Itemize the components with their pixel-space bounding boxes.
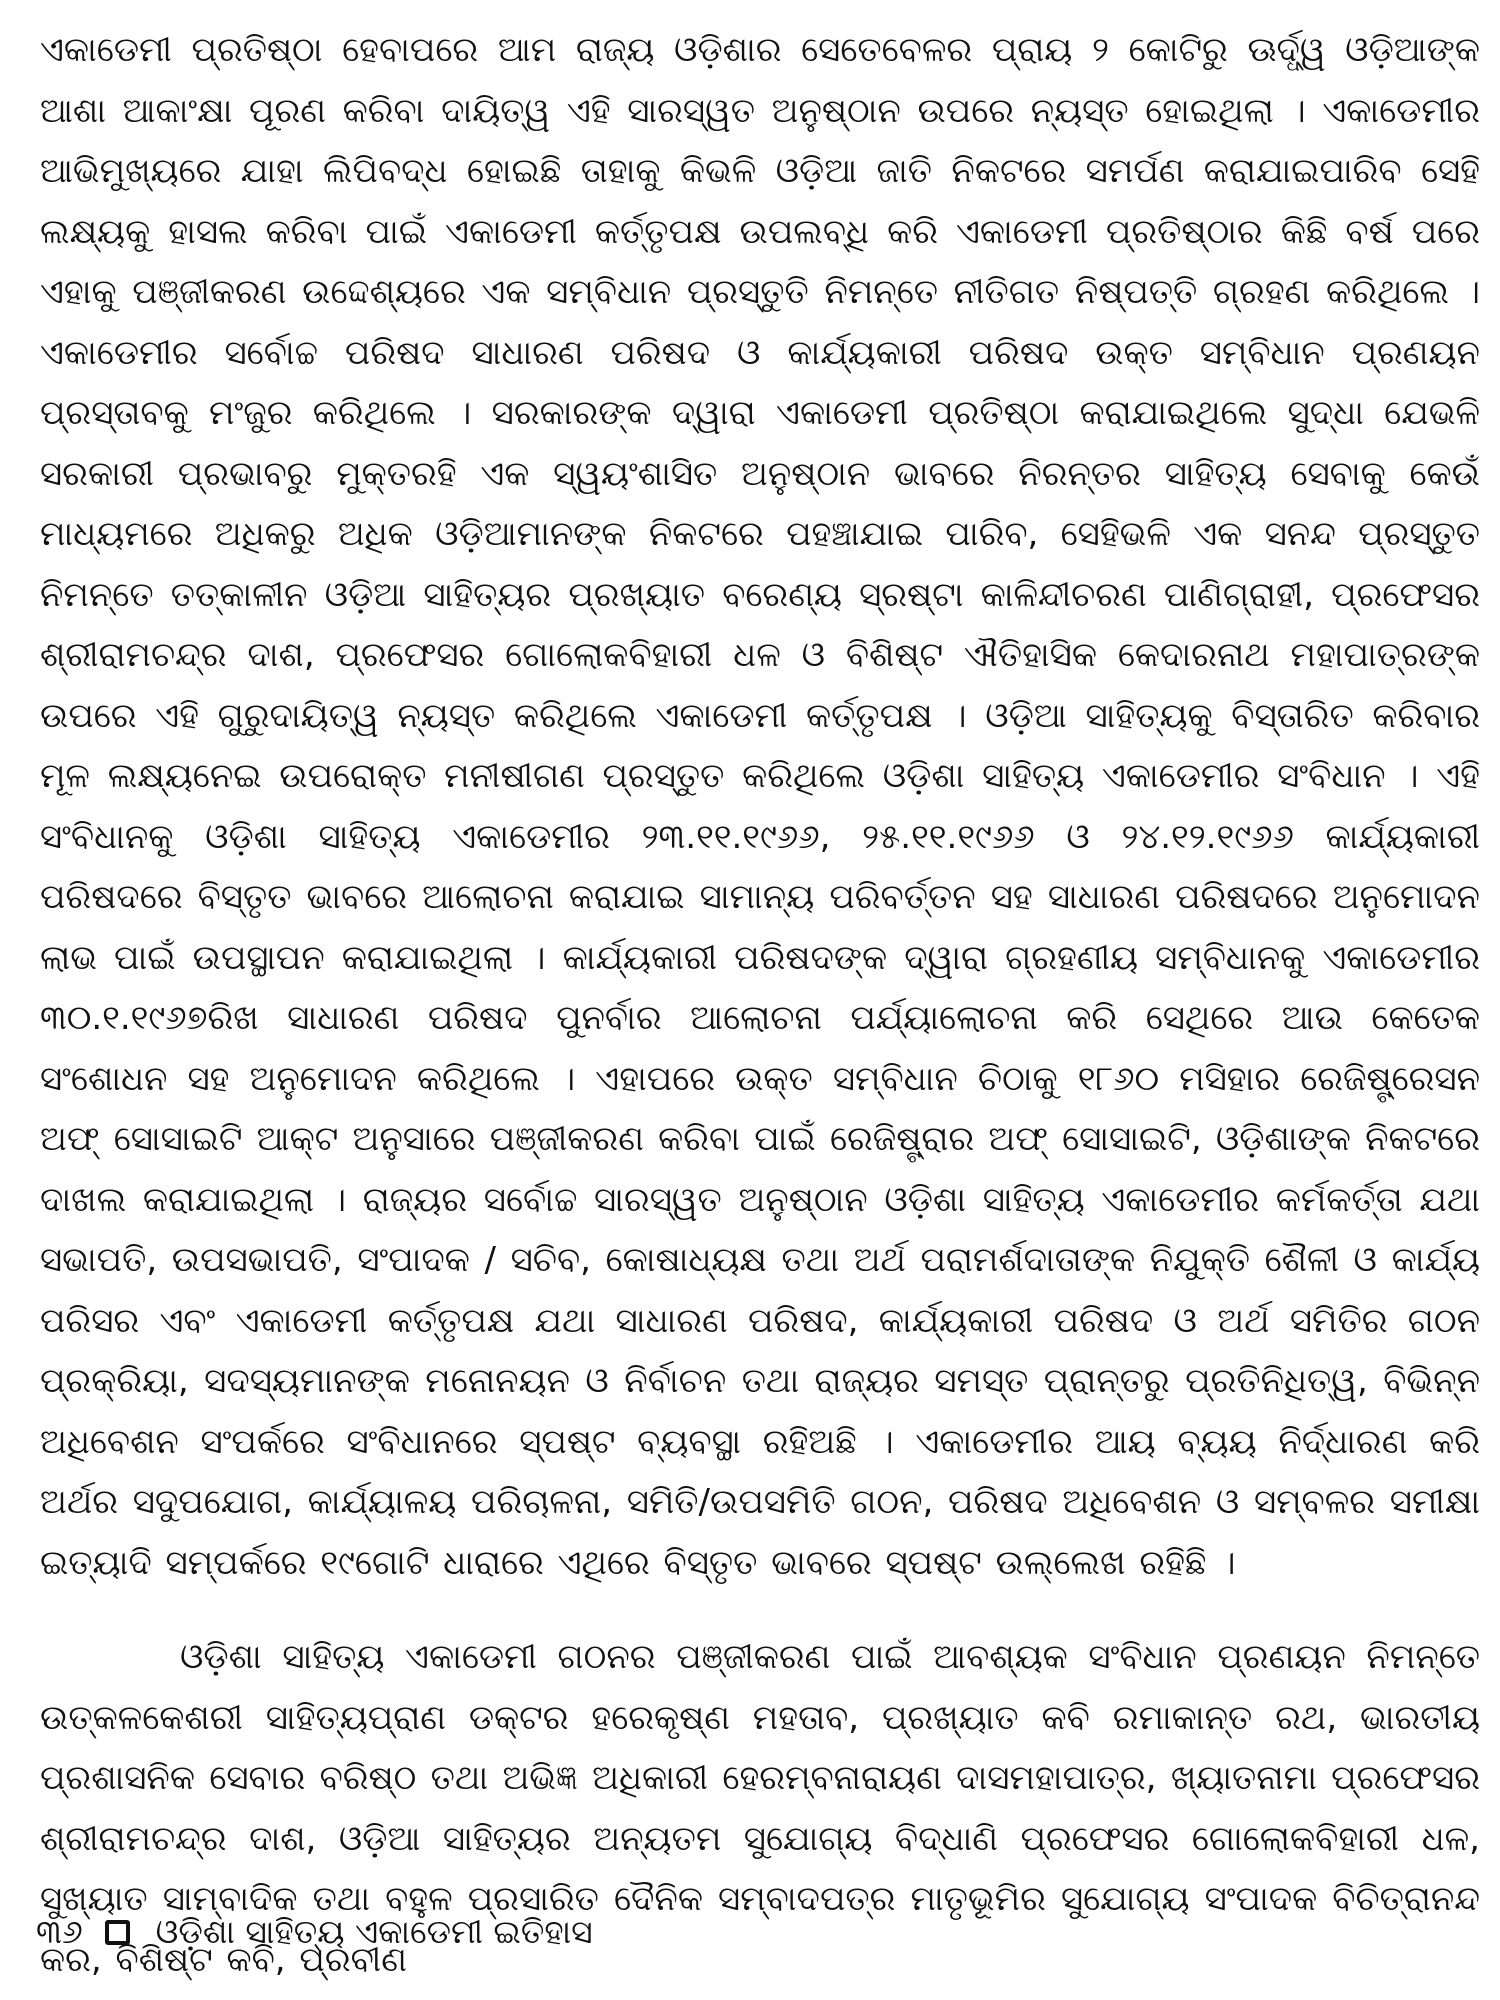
square-box-icon (105, 1920, 130, 1945)
body-paragraph-1: ଏକାଡେମୀ ପ୍ରତିଷ୍ଠା ହେବାପରେ ଆମ ରାଜ୍ୟ ଓଡ଼ିଶାର ସେତେବେଳର ପ୍ରାୟ ୨ କୋଟିରୁ ଊର୍ଦ୍ଧ୍ୱ ଓଡ଼ିଆଙ୍କ ଆଶା ଆକାଂକ୍ଷା ପୂରଣ କରିବା ଦାୟିତ୍ୱ ଏହି ସାରସ୍ୱତ ଅନୁଷ୍ଠାନ ଉପରେ ନ୍ୟସ୍ତ ହୋଇଥିଲା । ଏକାଡେମୀର ଆଭିମୁଖ୍ୟରେ ଯାହା ଲିପିବଦ୍ଧ ହୋଇଛି ତାହାକୁ କିଭଳି ଓଡ଼ିଆ ଜାତି ନିକଟରେ ସମର୍ପଣ କରାଯାଇପାରିବ ସେହି ଲକ୍ଷ୍ୟକୁ ହାସଲ କରିବା ପାଇଁ ଏକାଡେମୀ କର୍ତ୍ତୃପକ୍ଷ ଉପଲବ୍ଧି କରି ଏକାଡେମୀ ପ୍ରତିଷ୍ଠାର କିଛି ବର୍ଷ ପରେ ଏହାକୁ ପଞ୍ଜୀକରଣ ଉଦ୍ଦେଶ୍ୟରେ ଏକ ସମ୍ବିଧାନ ପ୍ରସ୍ତୁତି ନିମନ୍ତେ ନୀତିଗତ ନିଷ୍ପତ୍ତି ଗ୍ରହଣ କରିଥିଲେ । ଏକାଡେମୀର ସର୍ବୋଚ୍ଚ ପରିଷଦ ସାଧାରଣ ପରିଷଦ ଓ କାର୍ଯ୍ୟକାରୀ ପରିଷଦ ଉକ୍ତ ସମ୍ବିଧାନ ପ୍ରଣୟନ ପ୍ରସ୍ତାବକୁ ମଂଜୁର କରିଥିଲେ । ସରକାରଙ୍କ ଦ୍ୱାରା ଏକାଡେମୀ ପ୍ରତିଷ୍ଠା କରାଯାଇଥିଲେ ସୁଦ୍ଧା ଯେଭଳି ସରକାରୀ ପ୍ରଭାବରୁ ମୁକ୍ତରହି ଏକ ସ୍ୱୟଂଶାସିତ ଅନୁଷ୍ଠାନ ଭାବରେ ନିରନ୍ତର ସାହିତ୍ୟ ସେବାକୁ କେଉଁ ମାଧ୍ୟମରେ ଅଧିକରୁ ଅଧିକ ଓଡ଼ିଆମାନଙ୍କ ନିକଟରେ ପହଞ୍ଚାଯାଇ ପାରିବ, ସେହିଭଳି ଏକ ସନନ୍ଦ ପ୍ରସ୍ତୁତ ନିମନ୍ତେ ତତ୍କାଳୀନ ଓଡ଼ିଆ ସାହିତ୍ୟର ପ୍ରଖ୍ୟାତ ବରେଣ୍ୟ ସ୍ରଷ୍ଟା କାଳିନ୍ଦୀଚରଣ ପାଣିଗ୍ରାହୀ, ପ୍ରଫେସର ଶ୍ରୀରାମଚନ୍ଦ୍ର ଦାଶ, ପ୍ରଫେସର ଗୋଲୋକବିହାରୀ ଧଳ ଓ ବିଶିଷ୍ଟ ଐତିହାସିକ କେଦାରନାଥ ମହାପାତ୍ରଙ୍କ ଉପରେ ଏହି ଗୁରୁଦାୟିତ୍ୱ ନ୍ୟସ୍ତ କରିଥିଲେ ଏକାଡେମୀ କର୍ତ୍ତୃପକ୍ଷ । ଓଡ଼ିଆ ସାହିତ୍ୟକୁ ବିସ୍ତାରିତ କରିବାର ମୂଳ ଲକ୍ଷ୍ୟନେଇ ଉପରୋକ୍ତ ମନୀଷୀଗଣ ପ୍ରସ୍ତୁତ କରିଥିଲେ ଓଡ଼ିଶା ସାହିତ୍ୟ ଏକାଡେମୀର ସଂବିଧାନ । ଏହି ସଂବିଧାନକୁ ଓଡ଼ିଶା ସାହିତ୍ୟ ଏକାଡେମୀର ୨୩.୧୧.୧୯୬୬, ୨୫.୧୧.୧୯୬୬ ଓ ୨୪.୧୨.୧୯୬୬ କାର୍ଯ୍ୟକାରୀ ପରିଷଦରେ ବିସ୍ତୃତ ଭାବରେ ଆଲୋଚନା କରାଯାଇ ସାମାନ୍ୟ ପରିବର୍ତ୍ତନ ସହ ସାଧାରଣ ପରିଷଦରେ ଅନୁମୋଦନ ଲାଭ ପାଇଁ ଉପସ୍ଥାପନ କରାଯାଇଥିଲା । କାର୍ଯ୍ୟକାରୀ ପରିଷଦଙ୍କ ଦ୍ୱାରା ଗ୍ରହଣୀୟ ସମ୍ବିଧାନକୁ ଏକାଡେମୀର ୩୦.୧.୧୯୬୭ରିଖ ସାଧାରଣ ପରିଷଦ ପୁନର୍ବାର ଆଲୋଚନା ପର୍ଯ୍ୟାଲୋଚନା କରି ସେଥିରେ ଆଉ କେତେକ ସଂଶୋଧନ ସହ ଅନୁମୋଦନ କରିଥିଲେ । ଏହାପରେ ଉକ୍ତ ସମ୍ବିଧାନ ଚିଠାକୁ ୧୮୬୦ ମସିହାର ରେଜିଷ୍ଟ୍ରେସନ ଅଫ୍ ସୋସାଇଟି ଆକ୍ଟ ଅନୁସାରେ ପଞ୍ଜୀକରଣ କରିବା ପାଇଁ ରେଜିଷ୍ଟ୍ରାର ଅଫ୍ ସୋସାଇଟି, ଓଡ଼ିଶାଙ୍କ ନିକଟରେ ଦାଖଲ କରାଯାଇଥିଲା । ରାଜ୍ୟର ସର୍ବୋଚ୍ଚ ସାରସ୍ୱତ ଅନୁଷ୍ଠାନ ଓଡ଼ିଶା ସାହିତ୍ୟ ଏକାଡେମୀର କର୍ମକର୍ତ୍ତା ଯଥା ସଭାପତି, ଉପସଭାପତି, ସଂପାଦକ / ସଚିବ, କୋଷାଧ୍ୟକ୍ଷ ତଥା ଅର୍ଥ ପରାମର୍ଶଦାତାଙ୍କ ନିଯୁକ୍ତି ଶୈଳୀ ଓ କାର୍ଯ୍ୟ ପରିସର ଏବଂ ଏକାଡେମୀ କର୍ତ୍ତୃପକ୍ଷ ଯଥା ସାଧାରଣ ପରିଷଦ, କାର୍ଯ୍ୟକାରୀ ପରିଷଦ ଓ ଅର୍ଥ ସମିତିର ଗଠନ ପ୍ରକ୍ରିୟା, ସଦସ୍ୟମାନଙ୍କ ମନୋନୟନ ଓ ନିର୍ବାଚନ ତଥା ରାଜ୍ୟର ସମସ୍ତ ପ୍ରାନ୍ତରୁ ପ୍ରତିନିଧିତ୍ୱ, ବିଭିନ୍ନ ଅଧିବେଶନ ସଂପର୍କରେ ସଂବିଧାନରେ ସ୍ପଷ୍ଟ ବ୍ୟବସ୍ଥା ରହିଅଛି । ଏକାଡେମୀର ଆୟ ବ୍ୟୟ ନିର୍ଦ୍ଧାରଣ କରି ଅର୍ଥର ସଦୁପଯୋଗ, କାର୍ଯ୍ୟାଳୟ ପରିଚାଳନା, ସମିତି/ଉପସମିତି ଗଠନ, ପରିଷଦ ଅଧିବେଶନ ଓ ସମ୍ବଳର ସମୀକ୍ଷା ଇତ୍ୟାଦି ସମ୍ପର୍କରେ ୧୯ଗୋଟି ଧାରାରେ ଏଥିରେ ବିସ୍ତୃତ ଭାବରେ ସ୍ପଷ୍ଟ ଉଲ୍ଲେଖ ରହିଛି । (40, 30, 1480, 1583)
page-footer (36, 1912, 593, 1952)
body-paragraph-2: ଓଡ଼ିଶା ସାହିତ୍ୟ ଏକାଡେମୀ ଗଠନର ପଞ୍ଜୀକରଣ ପାଇଁ ଆବଶ୍ୟକ ସଂବିଧାନ ପ୍ରଣୟନ ନିମନ୍ତେ ଉତ୍କଳକେଶରୀ ସାହିତ୍ୟପ୍ରାଣ ଡକ୍ଟର ହରେକୃଷ୍ଣ ମହତାବ, ପ୍ରଖ୍ୟାତ କବି ରମାକାନ୍ତ ରଥ, ଭାରତୀୟ ପ୍ରଶାସନିକ ସେବାର ବରିଷ୍ଠ ତଥା ଅଭିଜ୍ଞ ଅଧିକାରୀ ହେରମ୍ବନାରାୟଣ ଦାସମହାପାତ୍ର, ଖ୍ୟାତନାମା ପ୍ରଫେସର ଶ୍ରୀରାମଚନ୍ଦ୍ର ଦାଶ, ଓଡ଼ିଆ ସାହିତ୍ୟର ଅନ୍ୟତମ ସୁଯୋଗ୍ୟ ବିଦ୍ଧାଣି ପ୍ରଫେସର ଗୋଲୋକବିହାରୀ ଧଳ, ସୁଖ୍ୟାତ ସାମ୍ବାଦିକ ତଥା ବହୁଳ ପ୍ରସାରିତ ଦୈନିକ ସମ୍ବାଦପତ୍ର ମାତୃଭୂମିର ସୁଯୋଗ୍ୟ ସଂପାଦକ ବିଚିତ୍ରାନନ୍ଦ କର, ବିଶିଷ୍ଟ କବି, ପ୍ରବୀଣ (40, 1637, 1480, 1980)
page-number: ୩୬ (36, 1912, 83, 1951)
footer-book-title: ଓଡ଼ିଶା ସାହିତ୍ୟ ଏକାଡେମୀ ଇତିହାସ (155, 1912, 593, 1951)
book-page (40, 20, 1480, 1980)
